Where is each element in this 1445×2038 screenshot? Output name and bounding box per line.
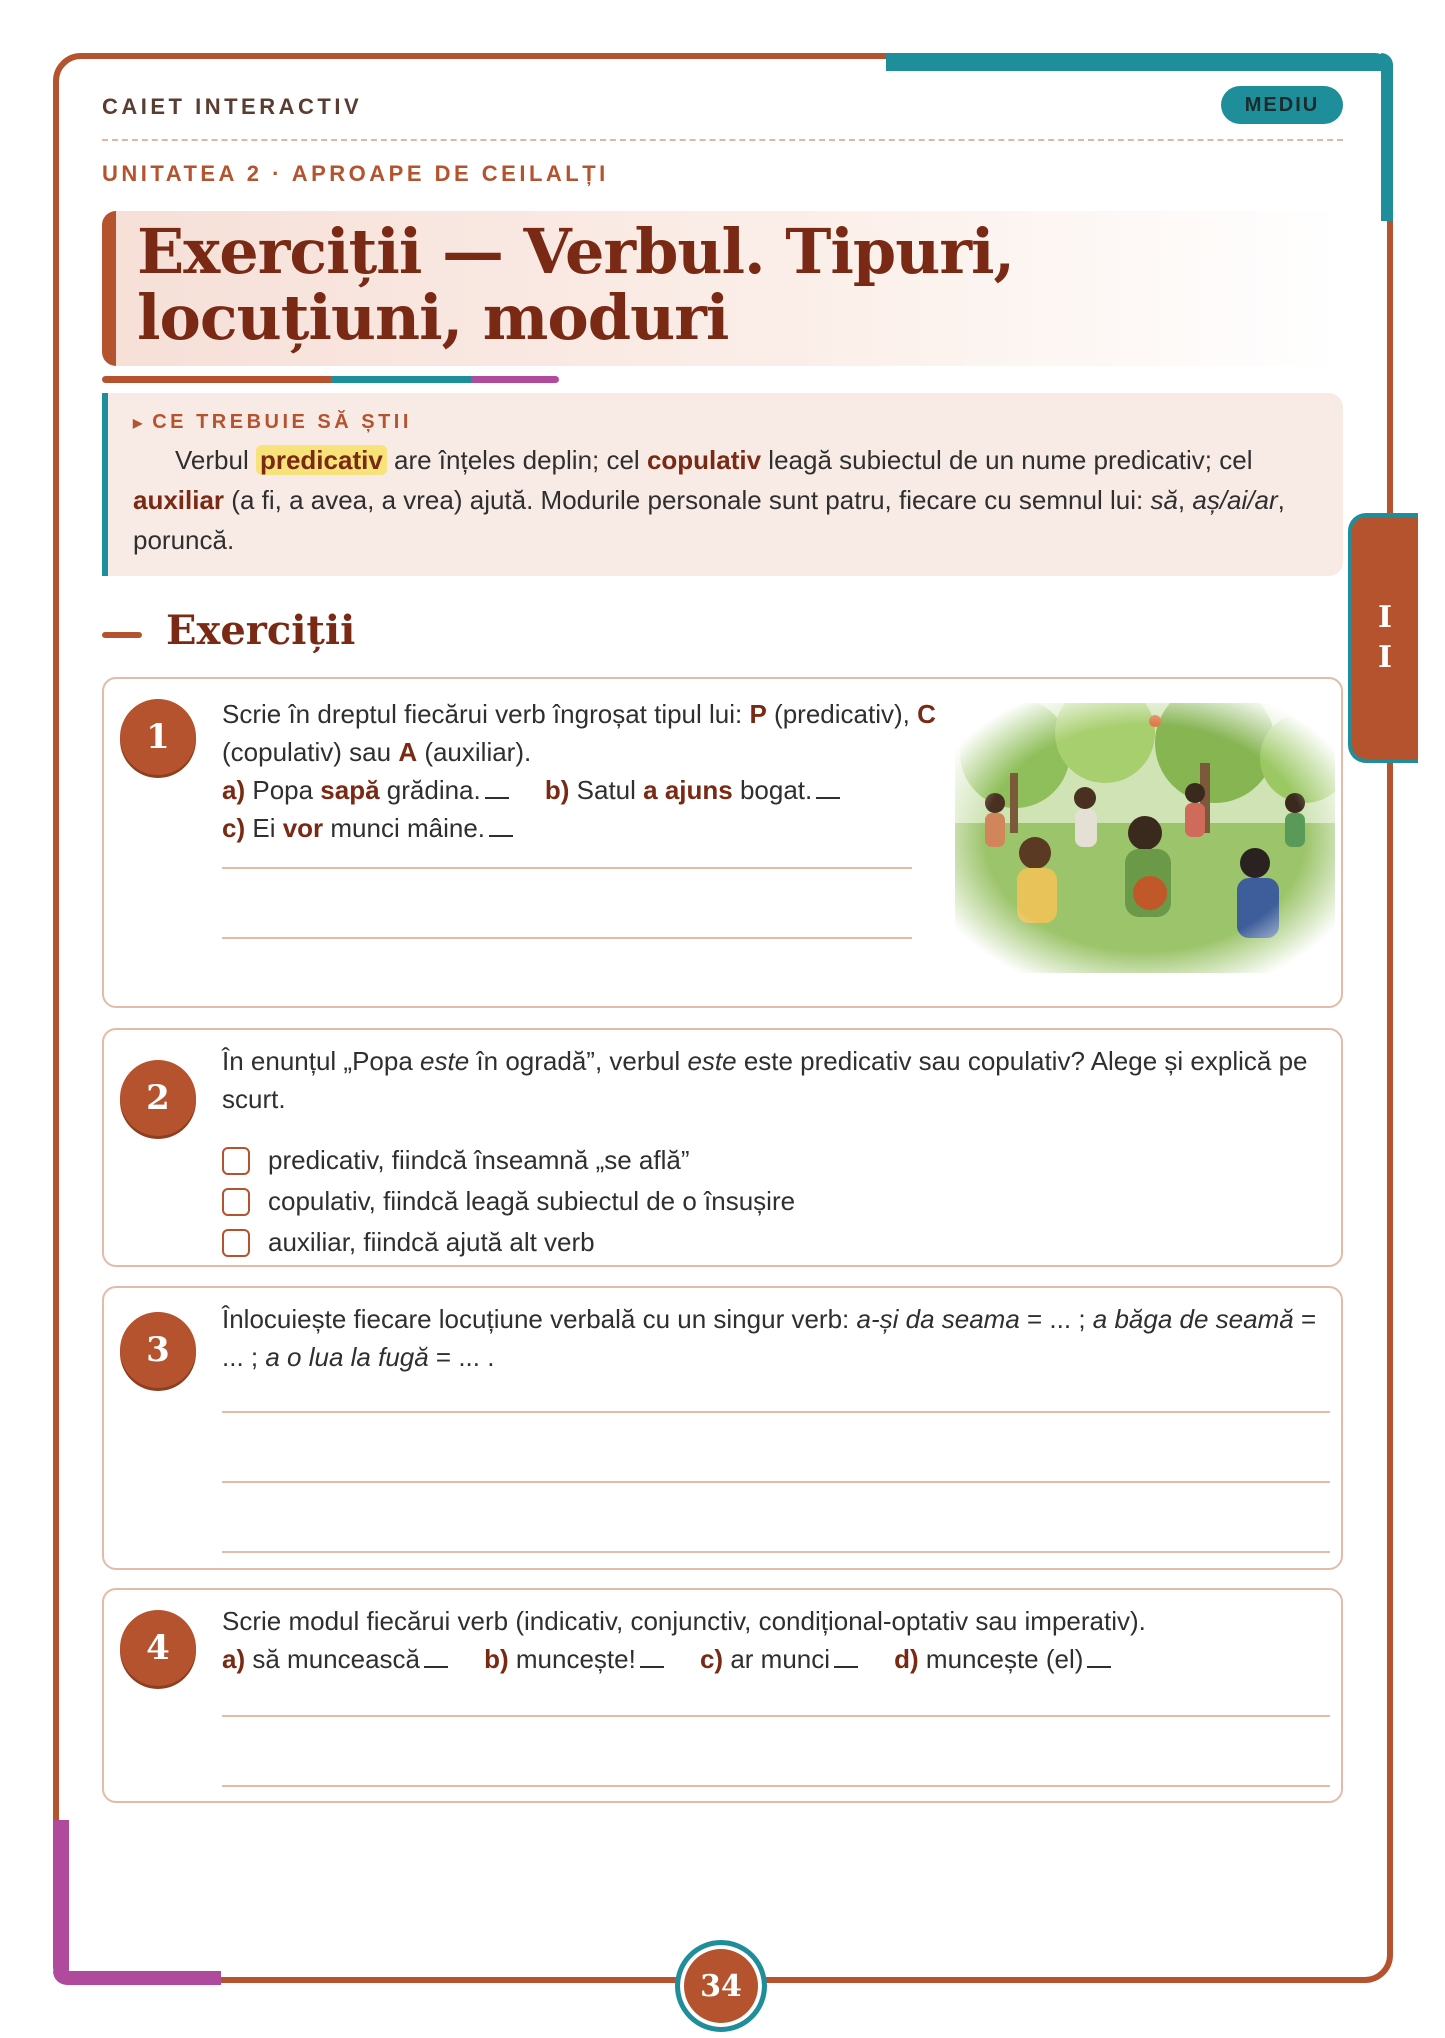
frame-accent-purple-bottom: [53, 1971, 221, 1985]
item-label: a): [222, 775, 246, 805]
info-em: aș/ai/ar: [1192, 485, 1278, 515]
answer-options: [222, 1140, 795, 1263]
side-tab-letter: I: [1377, 600, 1393, 635]
item-text: Ei: [245, 813, 283, 843]
exercise-number-badge: 4: [120, 1610, 196, 1686]
keyword-copulativ: copulativ: [646, 445, 762, 475]
answer-blank[interactable]: [640, 1666, 664, 1668]
info-heading-text: CE TREBUIE SĂ ȘTII: [152, 411, 412, 433]
title-underline-rust: [102, 376, 331, 383]
highlight-predicativ: predicativ: [256, 445, 387, 475]
header-divider: [102, 139, 1343, 141]
ex3-text-part: = ... ;: [222, 1304, 1317, 1372]
ex3-em: a băga de seamă: [1092, 1304, 1294, 1334]
exercise-number-badge: 1: [120, 699, 196, 775]
option-predicativ[interactable]: [222, 1140, 795, 1181]
frame-accent-teal-side: [1381, 53, 1393, 221]
ex1-text-part: (predicativ),: [766, 699, 918, 729]
keyword-auxiliar: auxiliar: [133, 485, 225, 515]
ex1-code-a: A: [398, 737, 418, 767]
exercise-number-badge: 3: [120, 1312, 196, 1388]
ex1-code-p: P: [749, 699, 767, 729]
info-heading: [133, 411, 1319, 434]
ex3-em: a o lua la fugă: [265, 1342, 429, 1372]
triangle-right-icon: ▶: [133, 415, 143, 430]
ex1-text-part: (auxiliar).: [417, 737, 532, 767]
info-text-part: leagă subiectul de un nume predicativ; cel: [761, 445, 1253, 475]
section-title: Exerciții: [166, 607, 356, 654]
option-copulativ[interactable]: [222, 1181, 795, 1222]
exercise-card-3: [102, 1286, 1343, 1570]
info-text-part: (a fi, a avea, a vrea) ajută. Modurile personale sunt patru, fiecare cu semnul lui:: [224, 485, 1151, 515]
answer-blank[interactable]: [485, 797, 509, 799]
level-badge: MEDIU: [1221, 86, 1343, 124]
item-label: d): [894, 1644, 919, 1674]
chapter-side-tab[interactable]: [1348, 513, 1418, 763]
item-label: c): [222, 813, 246, 843]
ex1-code-c: C: [917, 699, 936, 729]
item-text: Satul: [569, 775, 644, 805]
title-underline-purple: [471, 376, 559, 383]
answer-line[interactable]: [222, 867, 912, 869]
info-box: [102, 393, 1343, 576]
exercise-card-4: [102, 1588, 1343, 1803]
info-text-part: ,: [1177, 485, 1193, 515]
info-text-part: , poruncă.: [133, 485, 1285, 555]
info-text: [133, 440, 1319, 560]
ex2-text-part: este predicativ sau copulativ? Alege și explică pe scurt.: [222, 1046, 1308, 1114]
answer-line[interactable]: [222, 1551, 1330, 1553]
ex3-text-part: Înlocuiește fiecare locuțiune verbală cu un singur verb:: [222, 1304, 857, 1334]
bold-verb: a ajuns: [643, 775, 733, 805]
ex4-instruction: Scrie modul fiecărui verb (indicativ, conjunctiv, condițional-optativ sau imperativ).: [222, 1606, 1146, 1636]
item-text: Popa: [245, 775, 321, 805]
item-text: să muncească: [245, 1644, 420, 1674]
unit-label: UNITATEA 2 · APROAPE DE CEILALȚI: [102, 161, 609, 186]
item-text: muncește (el): [918, 1644, 1084, 1674]
brand-label: CAIET INTERACTIV: [102, 94, 363, 119]
option-label: auxiliar, fiindcă ajută alt verb: [268, 1227, 595, 1257]
item-label: b): [484, 1644, 509, 1674]
bold-verb: vor: [282, 813, 324, 843]
item-text: grădina.: [379, 775, 481, 805]
frame-accent-teal: [886, 53, 1393, 71]
item-text: munci mâine.: [323, 813, 486, 843]
item-label: b): [544, 775, 570, 805]
option-label: copulativ, fiindcă leagă subiectul de o însușire: [268, 1186, 796, 1216]
bold-verb: sapă: [320, 775, 380, 805]
ex1-text-part: Scrie în dreptul fiecărui verb îngroșat tipul lui:: [222, 699, 750, 729]
exercise-4-text: [222, 1602, 1332, 1678]
students-illustration: [955, 703, 1335, 973]
answer-line[interactable]: [222, 1785, 1330, 1787]
exercise-card-2: [102, 1028, 1343, 1267]
exercise-number-badge: 2: [120, 1060, 196, 1136]
answer-line[interactable]: [222, 937, 912, 939]
item-text: ar munci: [723, 1644, 831, 1674]
ex3-em: a-și da seama: [856, 1304, 1020, 1334]
item-label: c): [699, 1644, 724, 1674]
answer-blank[interactable]: [1087, 1666, 1111, 1668]
info-text-part: are înțeles deplin; cel: [386, 445, 647, 475]
page-title: Exerciții — Verbul. Tipuri, locuțiuni, moduri: [137, 215, 1015, 354]
page-number: 34: [675, 1940, 767, 2032]
title-underline-teal: [331, 376, 471, 383]
exercise-1-text: [222, 695, 942, 847]
answer-blank[interactable]: [834, 1666, 858, 1668]
ex1-text-part: (copulativ) sau: [222, 737, 399, 767]
exercise-card-1: [102, 677, 1343, 1008]
item-label: a): [222, 1644, 246, 1674]
ex2-text-part: în ogradă”, verbul: [469, 1046, 688, 1076]
checkbox[interactable]: [222, 1147, 250, 1175]
answer-line[interactable]: [222, 1411, 1330, 1413]
answer-line[interactable]: [222, 1481, 1330, 1483]
exercise-2-text: [222, 1042, 1332, 1118]
option-label: predicativ, fiindcă înseamnă „se află”: [268, 1145, 690, 1175]
checkbox[interactable]: [222, 1229, 250, 1257]
checkbox[interactable]: [222, 1188, 250, 1216]
ex3-text-part: = ... .: [428, 1342, 495, 1372]
info-text-part: Verbul: [175, 445, 256, 475]
answer-blank[interactable]: [489, 835, 513, 837]
section-dash: [102, 632, 142, 638]
info-em: să: [1150, 485, 1178, 515]
option-auxiliar[interactable]: [222, 1222, 795, 1263]
title-block: [102, 211, 1343, 366]
side-tab-letter: I: [1377, 640, 1393, 675]
exercise-3-text: [222, 1300, 1337, 1376]
item-text: bogat.: [732, 775, 813, 805]
ex2-text-part: În enunțul „Popa: [222, 1046, 421, 1076]
ex2-em: este: [420, 1046, 470, 1076]
answer-blank[interactable]: [424, 1666, 448, 1668]
frame-accent-purple: [53, 1820, 69, 1983]
item-text: muncește!: [508, 1644, 636, 1674]
ex3-text-part: = ... ;: [1019, 1304, 1093, 1334]
answer-line[interactable]: [222, 1715, 1330, 1717]
answer-blank[interactable]: [816, 797, 840, 799]
ex2-em: este: [687, 1046, 737, 1076]
